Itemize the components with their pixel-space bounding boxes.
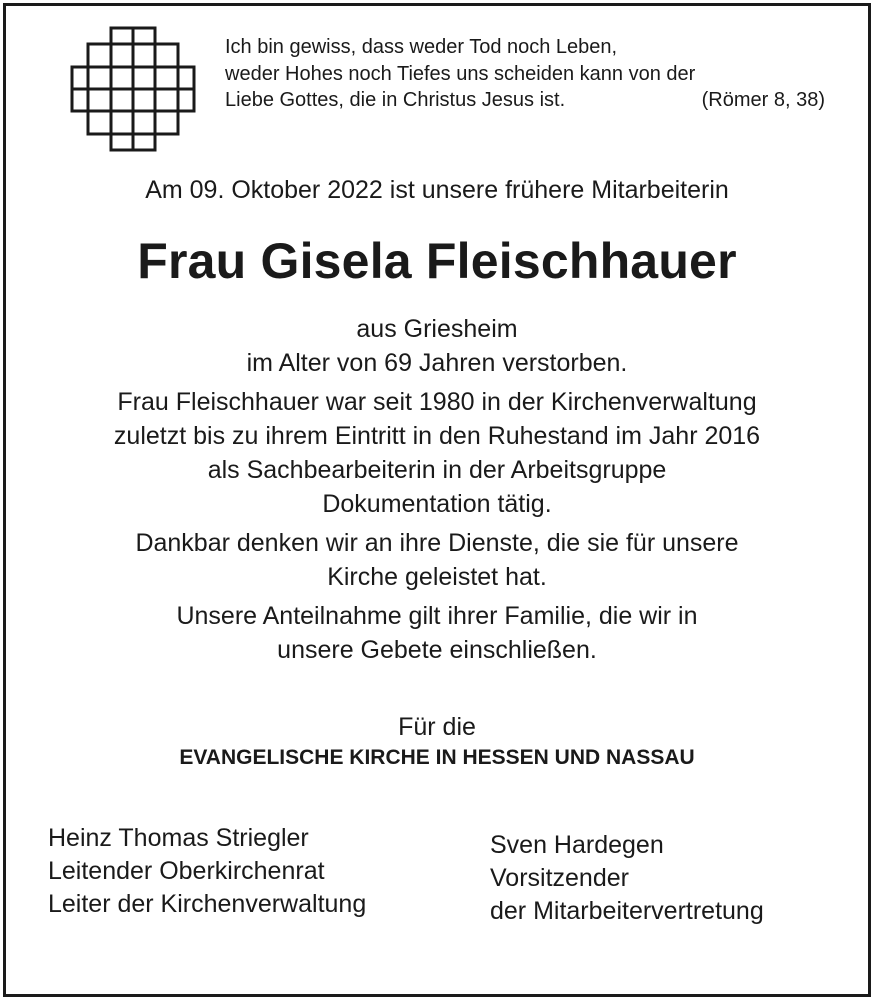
signatory-name: Sven Hardegen xyxy=(490,831,664,859)
signatory-name: Heinz Thomas Striegler xyxy=(48,824,309,852)
signatory-role: der Mitarbeitervertretung xyxy=(490,897,764,925)
sympathy-line: Unsere Anteilnahme gilt ihrer Familie, die wir in xyxy=(176,602,698,630)
origin-line: aus Griesheim xyxy=(356,315,518,343)
sympathy-line: unsere Gebete einschließen. xyxy=(277,636,597,664)
thanks-line: Kirche geleistet hat. xyxy=(327,563,547,591)
cross-logo-icon xyxy=(70,26,196,152)
signatory-title: Vorsitzender xyxy=(490,864,629,892)
career-line: als Sachbearbeiterin in der Arbeitsgruppe xyxy=(207,456,667,484)
career-line: Dokumentation tätig. xyxy=(322,490,552,518)
thanks-line: Dankbar denken wir an ihre Dienste, die sie für unsere xyxy=(135,529,739,557)
notice-body xyxy=(0,312,874,667)
verse-line: Liebe Gottes, die in Christus Jesus ist. xyxy=(225,89,566,111)
age-line: im Alter von 69 Jahren verstorben. xyxy=(246,349,628,377)
verse-line: weder Hohes noch Tiefes uns scheiden kann von der xyxy=(225,62,696,85)
signatory-role: Leiter der Kirchenverwaltung xyxy=(48,890,367,918)
organization-name: EVANGELISCHE KIRCHE IN HESSEN UND NASSAU xyxy=(179,746,695,769)
verse-line: Ich bin gewiss, dass weder Tod noch Leben, xyxy=(225,36,618,58)
intro-text: Am 09. Oktober 2022 ist unsere frühere Mitarbeiterin xyxy=(145,176,729,204)
signatory-right xyxy=(490,829,764,928)
signatory-left xyxy=(48,822,366,921)
for-label: Für die xyxy=(398,713,476,741)
career-line: zuletzt bis zu ihrem Eintritt in den Ruhestand im Jahr 2016 xyxy=(113,422,761,450)
deceased-name: Frau Gisela Fleischhauer xyxy=(137,233,737,289)
career-line: Frau Fleischhauer war seit 1980 in der Kirchenverwaltung xyxy=(117,388,757,416)
verse-reference: (Römer 8, 38) xyxy=(701,89,825,111)
signatory-title: Leitender Oberkirchenrat xyxy=(48,857,325,885)
bible-verse xyxy=(225,34,825,114)
